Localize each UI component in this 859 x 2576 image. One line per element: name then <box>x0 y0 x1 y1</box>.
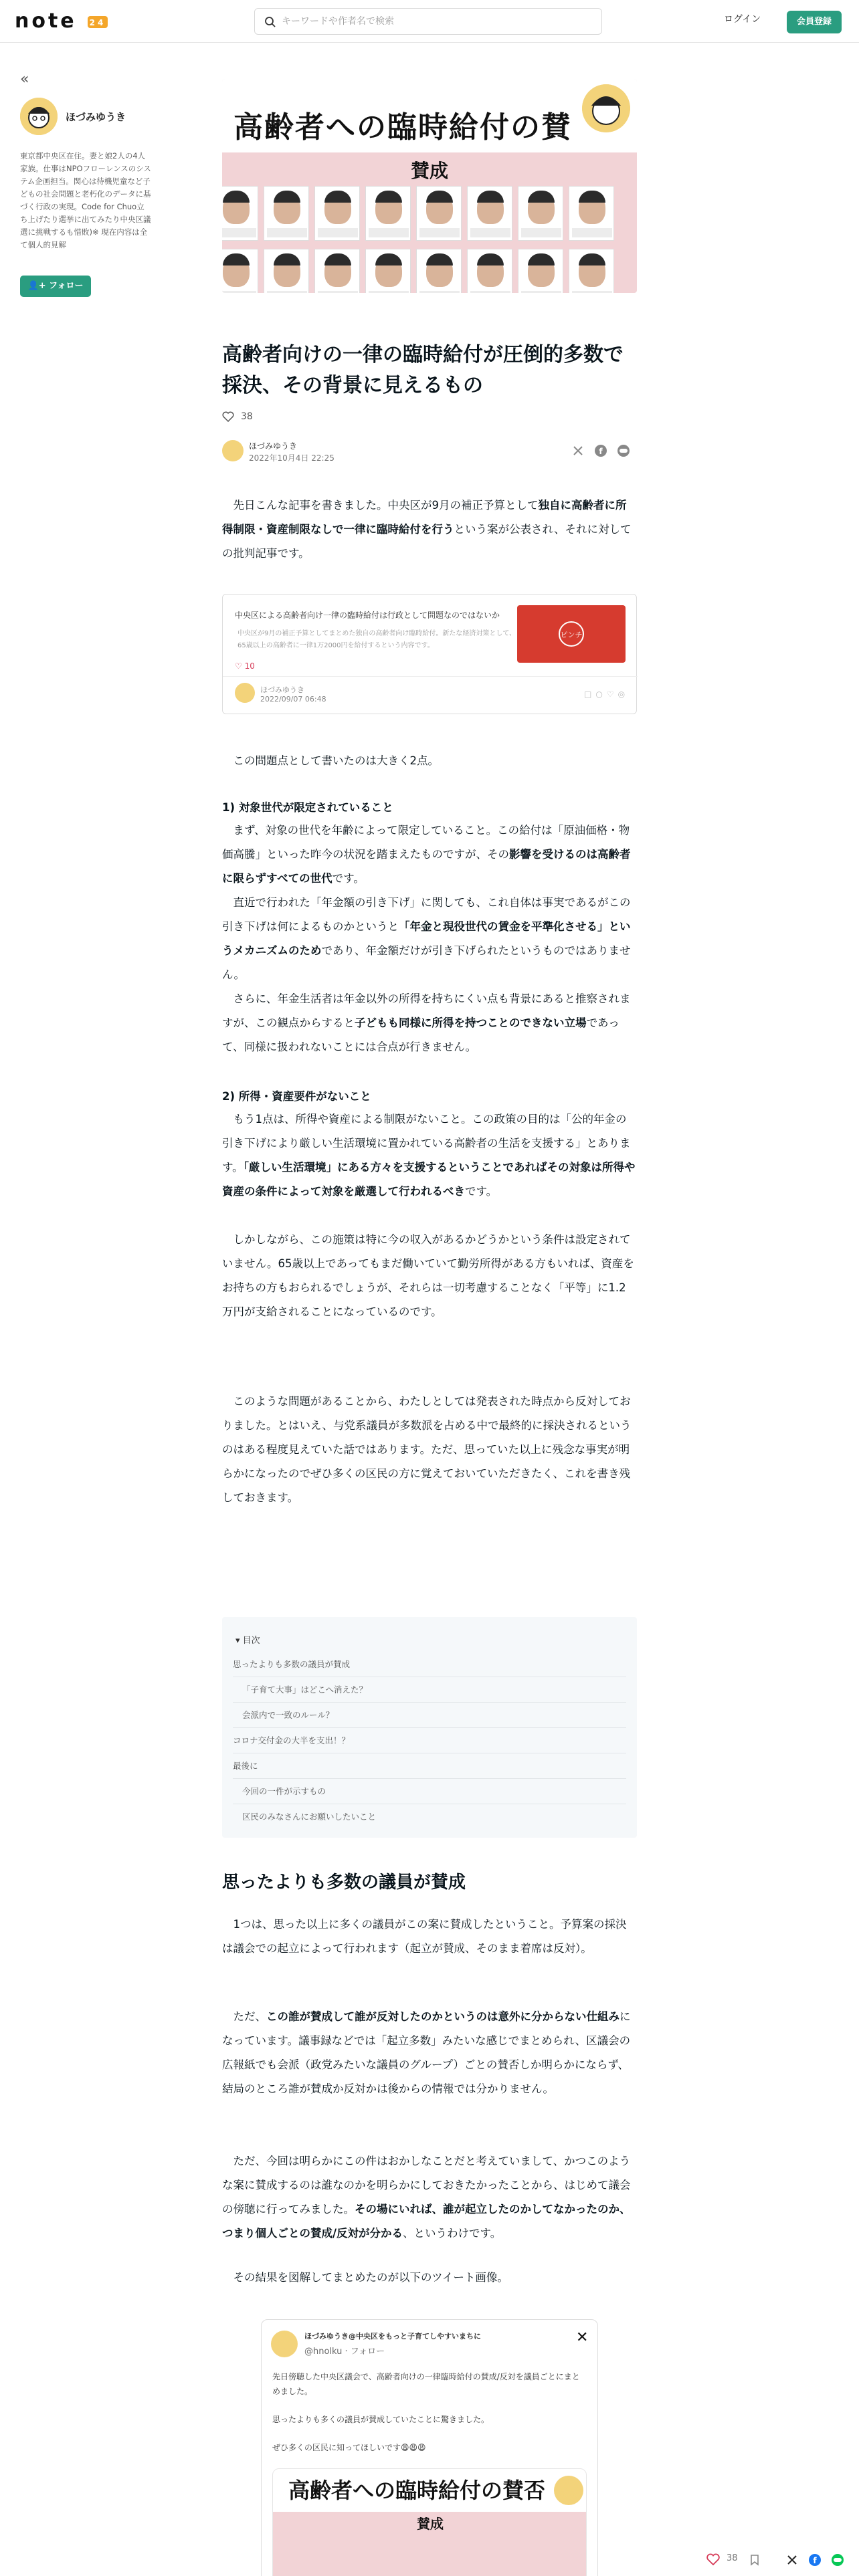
embed-likes: ♡ 10 <box>235 661 255 671</box>
follow-label: フォロー <box>49 281 84 291</box>
floating-x-share-icon[interactable] <box>785 2553 799 2567</box>
thumbnail-illustration-icon <box>517 605 626 663</box>
tweet-text-line: 先日傍聴した中央区議会で、高齢者向けの一律臨時給付の賛成/反対を議員ごとにまとめました。 <box>272 2372 580 2396</box>
logo-mark-icon <box>86 13 109 31</box>
hero-member-card <box>314 186 360 241</box>
hero-illustration-icon <box>582 84 630 132</box>
floating-facebook-share-icon[interactable] <box>808 2553 822 2567</box>
hero-member-card <box>467 249 512 293</box>
line-share-icon[interactable] <box>617 444 630 457</box>
floating-action-bar <box>704 2547 859 2573</box>
paragraph-point-2b: しかしながら、この施策は特に今の収入があるかどうかという条件は設定されていません。65歳以上であってもまだ働いていて勤労所得がある方もいれば、資産をお持ちの方もおられるでしょうが、それらは一切考慮することなく「平等」に1.2万円が支給されることになっているのです。 <box>222 1233 634 1318</box>
hero-member-card <box>222 186 258 241</box>
like-count[interactable] <box>222 411 253 422</box>
note-logo[interactable] <box>15 9 109 33</box>
toc-item[interactable]: 今回の一件が示すもの <box>233 1779 626 1804</box>
paragraph-point-1c: さらに、年金生活者は年金以外の所得を持ちにくい点も背景にあると推察されますが、この観点からすると子どもも同様に所得を持つことのできない立場であって、同様に扱われないことには合点が行きません。 <box>222 992 631 1053</box>
logo-text: note <box>15 9 77 33</box>
avatar-face-icon <box>20 98 58 135</box>
hero-member-card <box>569 186 614 241</box>
collapse-sidebar-icon[interactable]: « <box>20 71 29 88</box>
article-meta <box>222 439 637 465</box>
toc-heading[interactable]: ▾ 目次 <box>235 1636 260 1646</box>
hero-member-card <box>264 186 309 241</box>
embed-action-icons: □○♡◎ <box>584 689 630 699</box>
hero-image <box>222 79 637 293</box>
search-box[interactable] <box>254 8 602 35</box>
hero-member-card <box>518 249 563 293</box>
embed-title: 中央区による高齢者向け一律の臨時給付は行政として問題なのではないか <box>235 611 500 620</box>
tweet-author-name[interactable]: ほづみゆうき@中央区をもっと子育てしやすいまちに <box>304 2332 481 2341</box>
paragraph-tweet-intro: その結果を図解してまとめたのが以下のツイート画像。 <box>233 2271 508 2284</box>
section-heading-majority: 思ったよりも多数の議員が賛成 <box>222 1872 466 1893</box>
follow-button[interactable] <box>20 276 91 297</box>
meta-author-name[interactable]: ほづみゆうき <box>249 441 298 451</box>
tweet-handle[interactable]: @hnolku · フォロー <box>304 2347 385 2357</box>
signup-button[interactable]: 会員登録 <box>787 11 842 33</box>
embedded-article-card[interactable] <box>222 594 637 714</box>
x-logo-icon[interactable]: ✕ <box>576 2329 589 2346</box>
toc-item[interactable]: 「子育て大事」はどこへ消えた？ <box>233 1677 626 1703</box>
heading-point-1: 1) 対象世代が限定されていること <box>222 801 393 814</box>
embed-excerpt: 中央区が9月の補正予算としてまとめた独自の高齢者向け臨時給付。新たな経済対策として、 65歳以上の高齢者に一律1万2000円を給付するという内容です。 <box>237 630 516 649</box>
x-share-icon[interactable] <box>571 444 585 457</box>
login-link[interactable]: ログイン <box>724 14 761 25</box>
heading-point-2: 2) 所得・資産要件がないこと <box>222 1090 371 1103</box>
paragraph-point-1a: まず、対象の世代を年齢によって限定していること。この給付は「原油価格・物価高騰」といった昨今の状況を踏まえたものですが、その影響を受けるのは高齢者に限らずすべての世代です。 <box>222 824 631 885</box>
tweet-image-title: 高齢者への臨時給付の賛否 <box>273 2469 587 2512</box>
article-title: 高齢者向けの一律の臨時給付が圧倒的多数で採決、その背景に見えるもの <box>222 343 624 397</box>
paragraph-point-1b: 直近で行われた「年金額の引き下げ」に関しても、これ自体は事実であるがこの引き下げは何によるものかというと「年金と現役世代の賃金を平準化させる」というメカニズムのためであり、年金額だけが引き下げられたというものではありません。 <box>222 896 631 981</box>
floating-like-count: 38 <box>727 2553 738 2563</box>
hero-title: 高齢者への臨時給付の賛 <box>233 110 572 144</box>
svg-text:ピンチ: ピンチ <box>560 631 583 639</box>
embedded-tweet[interactable] <box>261 2319 598 2576</box>
svg-text:24: 24 <box>89 17 106 27</box>
person-plus-icon: 👤+ <box>27 281 50 291</box>
embed-thumbnail <box>517 605 626 663</box>
paragraph-majority: 1つは、思った以上に多くの議員がこの案に賛成したということ。予算案の採決は議会での起立によって行われます（起立が賛成、そのまま着席は反対）。 <box>222 1918 627 1955</box>
author-avatar[interactable] <box>20 98 58 135</box>
hero-member-card <box>264 249 309 293</box>
toc-item[interactable]: 区民のみなさんにお願いしたいこと <box>242 1812 377 1822</box>
toc-item[interactable]: 思ったよりも多数の議員が賛成 <box>233 1652 626 1677</box>
svg-text:f: f <box>813 2556 817 2565</box>
embed-date: 2022/09/07 06:48 <box>260 695 326 704</box>
tweet-text-line: 思ったよりも多くの議員が賛成していたことに驚きました。 <box>272 2415 490 2424</box>
floating-line-share-icon[interactable] <box>831 2553 844 2567</box>
meta-author-avatar[interactable] <box>222 440 244 461</box>
embed-divider <box>223 676 638 677</box>
paragraph-opposition: このような問題があることから、わたしとしては発表された時点から反対しておりました。とはいえ、与党系議員が多数派を占める中で最終的に採決されるというのはある程度見えていた話ではあります。ただ、思っていた以上に残念な事実が明らかになったのでぜひ多くの区民の方に覚えておいていただきたく、これを書き残しておきます。 <box>222 1395 632 1504</box>
svg-text:f: f <box>599 447 603 456</box>
embed-author: ほづみゆうき <box>260 685 304 694</box>
hero-subtitle: 賛成 <box>410 160 448 182</box>
search-icon <box>264 16 276 28</box>
paragraph-two-points: この問題点として書いたのは大きく2点。 <box>233 754 439 767</box>
floating-heart-icon[interactable] <box>706 2553 720 2565</box>
header <box>0 0 859 43</box>
hero-member-card <box>222 249 258 293</box>
embed-author-avatar <box>235 683 255 703</box>
tweet-image-subtitle: 賛成 <box>417 2516 444 2532</box>
hero-member-card <box>467 186 512 241</box>
table-of-contents <box>222 1617 637 1838</box>
paragraph-observation: ただ、今回は明らかにこの件はおかしなことだと考えていまして、かつこのような案に賛成するのは誰なのかを明らかにしておきたかったことから、はじめて議会の傍聴に行ってみました。その場にいれば、誰が起立したのかしてなかったのか、つまり個人ごとの賛成/反対が分かる、というわけです。 <box>222 2155 631 2240</box>
hero-member-card <box>416 186 462 241</box>
toc-item[interactable]: コロナ交付金の大半を支出！？ <box>233 1728 626 1753</box>
publish-date: 2022年10月4日 22:25 <box>249 453 335 463</box>
tweet-image-illustration-icon <box>554 2476 583 2505</box>
hero-member-card <box>416 249 462 293</box>
facebook-share-icon[interactable] <box>594 444 607 457</box>
paragraph-unknown-votes: ただ、この誰が賛成して誰が反対したのかというのは意外に分からない仕組みになっています。議事録などでは「起立多数」みたいな感じでまとめられ、区議会の広報紙でも会派（政党みたいな議員のグループ）ごとの賛否しか明らかにならず、結局のところ誰が賛成か反対かは後からの情報では分かりません。 <box>222 2010 631 2095</box>
hero-member-card <box>569 249 614 293</box>
toc-item[interactable]: 会派内で一致のルール？ <box>233 1703 626 1728</box>
search-input[interactable] <box>282 9 596 34</box>
author-name[interactable]: ほづみゆうき <box>66 111 126 123</box>
paragraph-intro: 先日こんな記事を書きました。中央区が9月の補正予算として独自に高齢者に所得制限・資産制限なしで一律に臨時給付を行うという案が公表され、それに対しての批判記事です。 <box>222 499 632 560</box>
bookmark-icon[interactable] <box>748 2553 761 2567</box>
toc-item[interactable]: 最後に <box>233 1753 626 1779</box>
tweet-avatar[interactable] <box>271 2331 298 2357</box>
hero-member-card <box>314 249 360 293</box>
paragraph-point-2a: もう1点は、所得や資産による制限がないこと。この政策の目的は「公的年金の引き下げにより厳しい生活環境に置かれている高齢者の生活を支援する」とあります。「厳しい生活環境」にある方々を支援するということであればその対象は所得や資産の条件によって対象を厳選して行われるべきです。 <box>222 1113 636 1198</box>
tweet-text-line: ぜひ多くの区民に知ってほしいです😩😩😩 <box>272 2443 426 2452</box>
hero-member-card <box>365 249 411 293</box>
heart-icon <box>222 411 234 422</box>
author-bio: 東京都中央区在住。妻と娘2人の4人家族。仕事はNPOフローレンスのシステム企画担当。関心は待機児童など子どもの社会問題と老朽化のデータに基づく行政の実現。Code for Chuo立ち上げたり選挙に出てみたり中央区議選に挑戦するも惜敗)※ 現在内容は全て個人的見解 <box>20 151 151 249</box>
hero-member-card <box>518 186 563 241</box>
hero-member-card <box>365 186 411 241</box>
tweet-image[interactable] <box>272 2468 587 2576</box>
like-count-value: 38 <box>241 411 253 422</box>
